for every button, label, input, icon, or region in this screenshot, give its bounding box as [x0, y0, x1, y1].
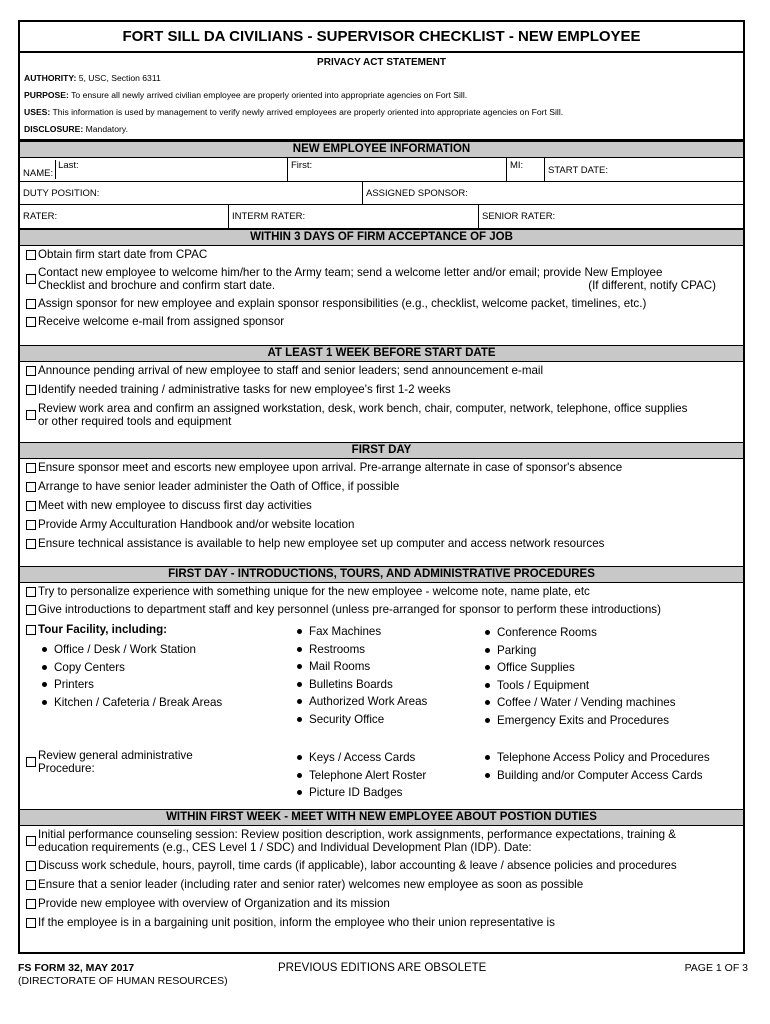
interm-rater-field[interactable]: INTERM RATER: [229, 205, 479, 228]
admin-list-col3 [485, 749, 710, 784]
checklist-item[interactable]: If the employee is in a bargaining unit position, inform the employee who their union representative is [20, 916, 743, 929]
checklist-item[interactable] [20, 828, 743, 854]
privacy-heading: PRIVACY ACT STATEMENT [317, 57, 446, 68]
uses-line: USES: This information is used by management to verify newly arrived employees are properly oriented into appropriate agencies on Fort Sill. [24, 107, 564, 117]
checkbox[interactable] [26, 539, 36, 549]
tour-list-item: Tools / Equipment [485, 677, 676, 695]
section-within-first-week [20, 826, 743, 931]
tour-list-item: Conference Rooms [485, 624, 676, 642]
form-number: FS FORM 32, MAY 2017 [18, 962, 135, 974]
tour-list-item: Bulletins Boards [297, 676, 427, 694]
checklist-item[interactable]: Ensure sponsor meet and escorts new employee upon arrival. Pre-arrange alternate in case of sponsor's absence [20, 461, 743, 474]
checkbox[interactable] [26, 587, 36, 597]
checkbox[interactable] [26, 299, 36, 309]
checklist-item[interactable]: Receive welcome e-mail from assigned sponsor [20, 315, 743, 328]
checklist-item[interactable] [20, 266, 743, 292]
footer-row [18, 962, 748, 974]
checkbox[interactable] [26, 836, 36, 846]
tour-list-item: Mail Rooms [297, 658, 427, 676]
checklist-item[interactable]: Announce pending arrival of new employee to staff and senior leaders; send announcement e-mail [20, 364, 743, 377]
checklist-item[interactable]: Meet with new employee to discuss first day activities [20, 499, 743, 512]
tour-list-item: Restrooms [297, 641, 427, 659]
section-heading-within-3-days: WITHIN 3 DAYS OF FIRM ACCEPTANCE OF JOB [20, 229, 743, 246]
section-heading-first-day: FIRST DAY [20, 442, 743, 459]
tour-facility-item[interactable]: Tour Facility, including: [20, 623, 167, 636]
tour-list-item: Kitchen / Cafeteria / Break Areas [42, 694, 222, 712]
checklist-item[interactable]: Obtain firm start date from CPAC [20, 248, 743, 261]
item-text-line2: Checklist and brochure and confirm start date. (If different, notify CPAC) [38, 279, 716, 292]
checkbox[interactable] [26, 880, 36, 890]
assigned-sponsor-field[interactable]: ASSIGNED SPONSOR: [366, 188, 468, 199]
bullet-icon [297, 629, 302, 634]
tour-list-item: Parking [485, 642, 676, 660]
first-name-field[interactable]: First: [288, 158, 507, 181]
checkbox[interactable] [26, 501, 36, 511]
name-field[interactable]: NAME: Last: [20, 158, 288, 181]
section-heading-new-employee-info: NEW EMPLOYEE INFORMATION [20, 141, 743, 158]
checkbox[interactable] [26, 861, 36, 871]
duty-position-field[interactable]: DUTY POSITION: [20, 182, 363, 204]
bullet-icon [485, 683, 490, 688]
section-heading-1-week-before: AT LEAST 1 WEEK BEFORE START DATE [20, 345, 743, 362]
authority-line: AUTHORITY: 5, USC, Section 6311 [24, 73, 161, 83]
tour-list-item: Security Office [297, 711, 427, 729]
admin-list-col2 [297, 749, 426, 802]
bullet-icon [297, 699, 302, 704]
section-heading-within-first-week: WITHIN FIRST WEEK - MEET WITH NEW EMPLOYEE ABOUT POSTION DUTIES [20, 809, 743, 826]
tour-list-item: Office Supplies [485, 659, 676, 677]
checkbox[interactable] [26, 366, 36, 376]
checkbox[interactable] [26, 250, 36, 260]
tour-list-item: Coffee / Water / Vending machines [485, 694, 676, 712]
previous-editions-note: PREVIOUS EDITIONS ARE OBSOLETE [278, 962, 487, 974]
tour-list-item: Fax Machines [297, 623, 427, 641]
form-title: FORT SILL DA CIVILIANS - SUPERVISOR CHECKLIST - NEW EMPLOYEE [20, 22, 743, 53]
section-introductions-tours [20, 583, 743, 809]
checklist-item[interactable]: Identify needed training / administrative tasks for new employee's first 1-2 weeks [20, 383, 743, 396]
start-date-field[interactable]: START DATE: [548, 165, 609, 176]
checkbox[interactable] [26, 385, 36, 395]
checkbox[interactable] [26, 757, 36, 767]
checklist-item[interactable]: Provide new employee with overview of Organization and its mission [20, 897, 743, 910]
checklist-item[interactable]: Arrange to have senior leader administer the Oath of Office, if possible [20, 480, 743, 493]
bullet-icon [485, 755, 490, 760]
checkbox[interactable] [26, 625, 36, 635]
checkbox[interactable] [26, 520, 36, 530]
checkbox[interactable] [26, 317, 36, 327]
tour-list-col2 [297, 623, 427, 728]
bullet-icon [42, 647, 47, 652]
purpose-line: PURPOSE: To ensure all newly arrived civilian employee are properly oriented into appropriate agencies on Fort Sill. [24, 90, 468, 100]
name-row [20, 158, 743, 182]
checklist-item[interactable]: Ensure technical assistance is available to help new employee set up computer and access network resources [20, 537, 743, 550]
item-text: Contact new employee to welcome him/her to the Army team; send a welcome letter and/or email; provide New Employee Checklist and brochure and confirm start date. (If different, notify CPAC) [38, 266, 743, 292]
item-text: Review work area and confirm an assigned workstation, desk, work bench, chair, computer, network, telephone, office supplies or other required tools and equipment [38, 402, 688, 428]
item-text: Initial performance counseling session: Review position description, work assignments, performance expectations, training & education requirements (e.g., CES Level 1 / SDC) and Individual Development Plan (IDP). Date: [38, 828, 676, 854]
rater-row [20, 205, 743, 229]
tour-list-item: Emergency Exits and Procedures [485, 712, 676, 730]
admin-list-item: Keys / Access Cards [297, 749, 426, 767]
bullet-icon [485, 665, 490, 670]
page-number: PAGE 1 OF 3 [684, 962, 748, 974]
checklist-form [18, 20, 745, 954]
bullet-icon [297, 682, 302, 687]
section-within-3-days [20, 246, 743, 345]
checklist-item[interactable]: Discuss work schedule, hours, payroll, time cards (if applicable), labor accounting & leave / absence policies and procedures [20, 859, 743, 872]
admin-list-item: Telephone Alert Roster [297, 767, 426, 785]
bullet-icon [297, 647, 302, 652]
checklist-item[interactable]: Provide Army Acculturation Handbook and/or website location [20, 518, 743, 531]
checklist-item[interactable]: Try to personalize experience with something unique for the new employee - welcome note, name plate, etc [20, 585, 743, 598]
bullet-icon [42, 665, 47, 670]
admin-list-item: Building and/or Computer Access Cards [485, 767, 710, 785]
senior-rater-field[interactable]: SENIOR RATER: [482, 211, 556, 222]
section-first-day [20, 459, 743, 566]
checkbox[interactable] [26, 274, 36, 284]
admin-list-item: Picture ID Badges [297, 784, 426, 802]
item-text: Review general administrative Procedure: [38, 749, 193, 775]
checkbox[interactable] [26, 463, 36, 473]
checklist-item[interactable]: Ensure that a senior leader (including rater and senior rater) welcomes new employee as soon as possible [20, 878, 743, 891]
duty-row [20, 182, 743, 205]
disclosure-line: DISCLOSURE: Mandatory. [24, 124, 128, 134]
bullet-icon [42, 682, 47, 687]
checkbox[interactable] [26, 605, 36, 615]
bullet-icon [485, 648, 490, 653]
section-1-week-before [20, 362, 743, 442]
tour-list-col1 [42, 641, 222, 711]
checkbox[interactable] [26, 410, 36, 420]
form-footer [18, 962, 748, 987]
checkbox[interactable] [26, 482, 36, 492]
bullet-icon [297, 773, 302, 778]
section-heading-introductions-tours: FIRST DAY - INTRODUCTIONS, TOURS, AND ADMINISTRATIVE PROCEDURES [20, 566, 743, 583]
admin-list-item: Telephone Access Policy and Procedures [485, 749, 710, 767]
mi-field[interactable]: MI: [507, 158, 545, 181]
checkbox[interactable] [26, 918, 36, 928]
bullet-icon [485, 700, 490, 705]
bullet-icon [42, 700, 47, 705]
tour-list-item: Authorized Work Areas [297, 693, 427, 711]
checkbox[interactable] [26, 899, 36, 909]
tour-list-item: Office / Desk / Work Station [42, 641, 222, 659]
bullet-icon [485, 773, 490, 778]
privacy-act-statement [20, 53, 743, 141]
checklist-item[interactable]: Give introductions to department staff and key personnel (unless pre-arranged for sponsor to perform these introductions) [20, 603, 743, 616]
bullet-icon [297, 664, 302, 669]
bullet-icon [485, 718, 490, 723]
checklist-item[interactable]: Assign sponsor for new employee and explain sponsor responsibilities (e.g., checklist, welcome packet, timelines, etc.) [20, 297, 743, 310]
tour-list-col3 [485, 624, 676, 729]
rater-field[interactable]: RATER: [20, 205, 229, 228]
bullet-icon [485, 630, 490, 635]
directorate: (DIRECTORATE OF HUMAN RESOURCES) [18, 975, 228, 987]
tour-list-item: Printers [42, 676, 222, 694]
tour-list-item: Copy Centers [42, 659, 222, 677]
bullet-icon [297, 755, 302, 760]
admin-procedure-item[interactable] [20, 749, 193, 775]
bullet-icon [297, 717, 302, 722]
checklist-item[interactable] [20, 402, 743, 428]
bullet-icon [297, 790, 302, 795]
